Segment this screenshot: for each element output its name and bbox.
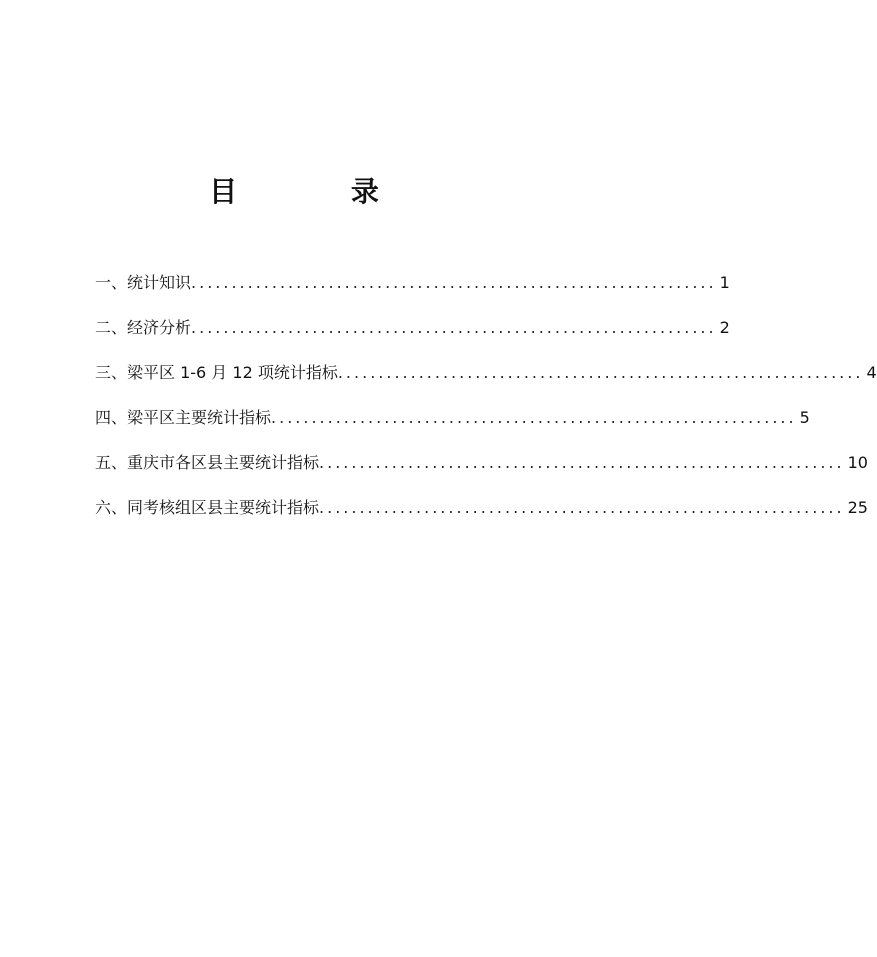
- toc-entry-label: 六、同考核组区县主要统计指标: [95, 498, 320, 517]
- toc-entry-label: 四、梁平区主要统计指标: [95, 408, 272, 427]
- toc-entry[interactable]: [95, 448, 868, 493]
- dot-leader: .................................................................: [191, 318, 717, 337]
- toc-entry-page-number: 1: [719, 273, 730, 292]
- dot-leader: .................................................................: [319, 453, 845, 472]
- dot-leader: .................................................................: [191, 273, 717, 292]
- toc-entry-page-number: 25: [847, 498, 868, 517]
- toc-entry-page-number: 10: [847, 453, 868, 472]
- toc-entry-page-number: 4: [866, 363, 877, 382]
- dot-leader: .................................................................: [271, 408, 797, 427]
- toc-entry[interactable]: [95, 493, 868, 538]
- toc-entry-page-number: 5: [799, 408, 810, 427]
- toc-entry-label: 二、经济分析: [95, 318, 192, 337]
- toc-entry[interactable]: [95, 358, 877, 403]
- toc-entry-label: 一、统计知识: [95, 273, 192, 292]
- dot-leader: .................................................................: [319, 498, 845, 517]
- toc-entry[interactable]: [95, 268, 730, 313]
- toc-entry-label: 三、梁平区 1-6 月 12 项统计指标: [95, 363, 338, 382]
- toc-entry-label: 五、重庆市各区县主要统计指标: [95, 453, 320, 472]
- toc-entry[interactable]: [95, 313, 730, 358]
- page-title: 目 录: [209, 175, 431, 208]
- table-of-contents: [95, 268, 877, 538]
- toc-entry-page-number: 2: [719, 318, 730, 337]
- toc-entry[interactable]: [95, 403, 810, 448]
- dot-leader: .................................................................: [337, 363, 864, 382]
